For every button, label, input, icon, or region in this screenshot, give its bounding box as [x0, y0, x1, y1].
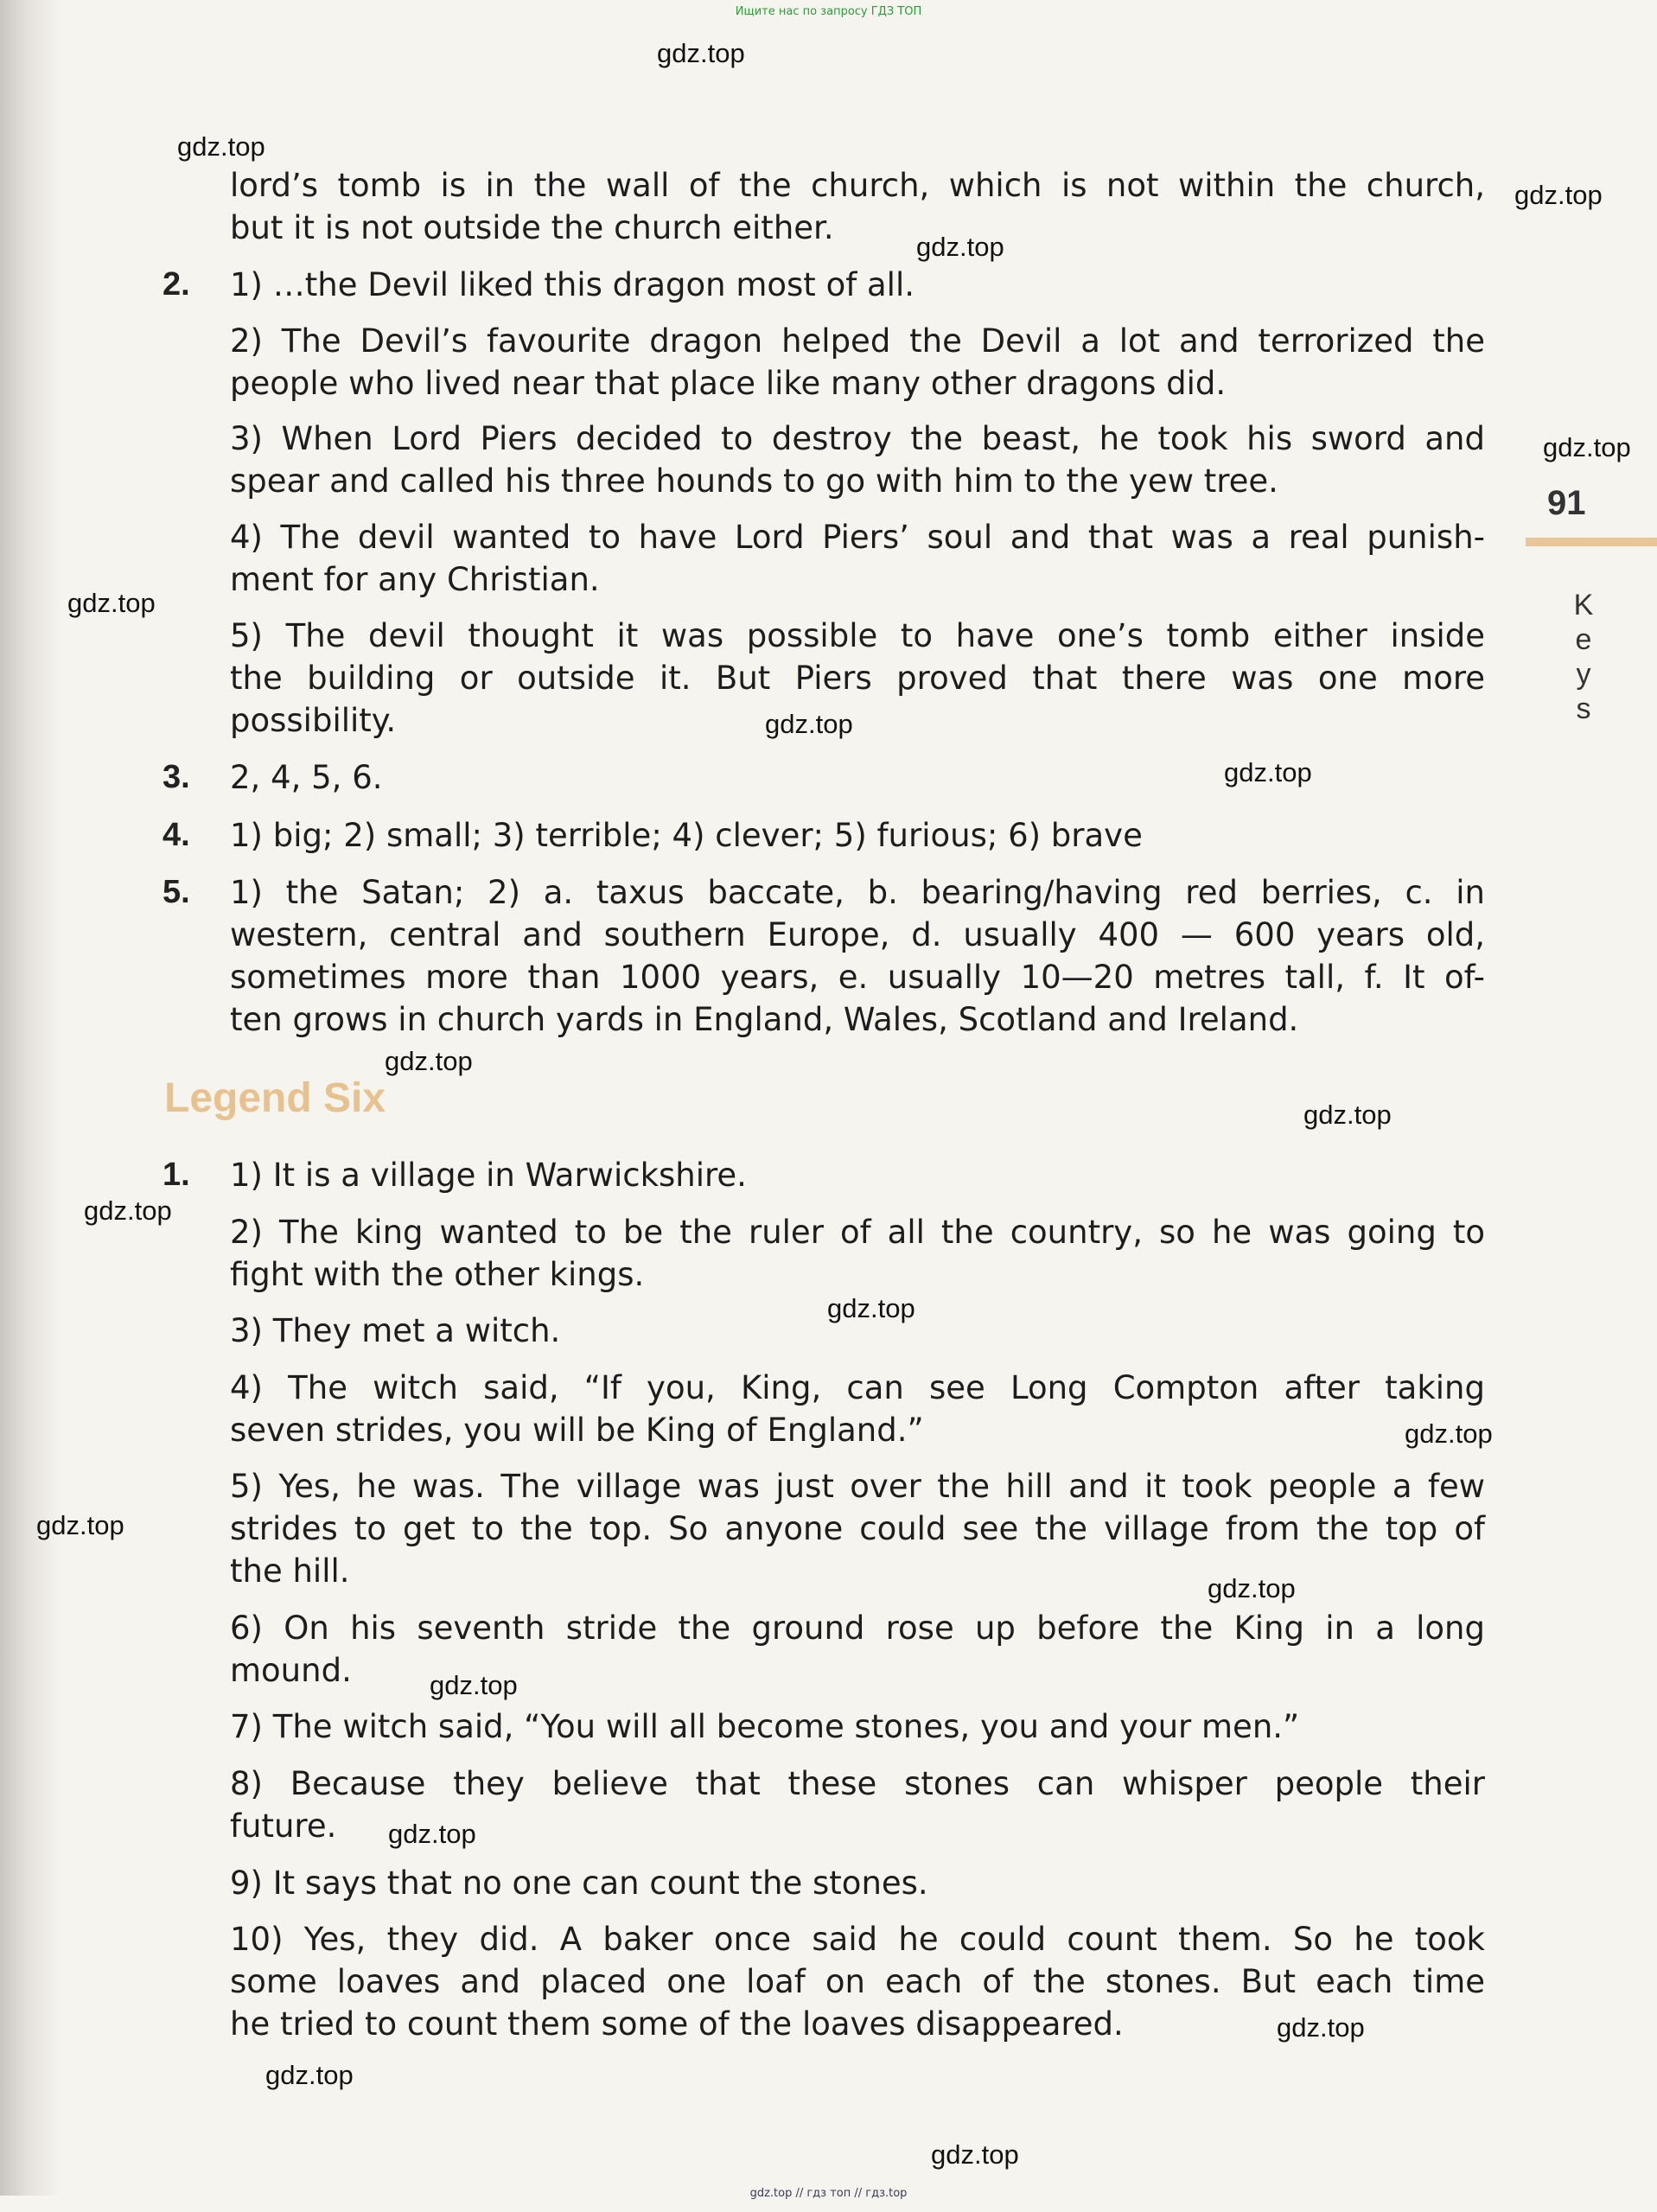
watermark: gdz.top	[1224, 757, 1312, 787]
side-label-keys	[1566, 588, 1601, 726]
text-line: ten grows in church yards in England, Wales, Scotland and Ireland.	[230, 1001, 1299, 1038]
watermark: gdz.top	[385, 1046, 473, 1076]
watermark: gdz.top	[265, 2060, 354, 2090]
text-line: seven strides, you will be King of England.”	[230, 1412, 924, 1449]
bottom-note: gdz.top // гдз топ // гдз.top	[749, 2187, 908, 2200]
text-line: sometimes more than 1000 years, e. usually 10—20 metres tall, f. It of-	[230, 959, 1485, 996]
text-line: possibility.	[230, 702, 397, 739]
top-note: Ищите нас по запросу ГДЗ ТОП	[735, 5, 922, 18]
exercise-number: 5.	[163, 874, 190, 910]
watermark: gdz.top	[657, 38, 745, 68]
text-line: spear and called his three hounds to go with him to the yew tree.	[230, 462, 1278, 500]
text-line: 1) …the Devil liked this dragon most of all.	[230, 266, 915, 303]
margin-tab-band	[1526, 538, 1657, 546]
text-line: ment for any Christian.	[230, 561, 600, 598]
side-label-letter: s	[1576, 692, 1591, 725]
text-line: 2) The Devil’s favourite dragon helped the Devil a lot and terrorized the	[230, 322, 1485, 360]
exercise-number: 2.	[163, 266, 190, 303]
watermark: gdz.top	[1303, 1100, 1392, 1130]
text-line: 7) The witch said, “You will all become stones, you and your men.”	[230, 1708, 1300, 1745]
exercise-number: 1.	[163, 1157, 190, 1193]
side-label-letter: e	[1575, 623, 1592, 656]
watermark: gdz.top	[36, 1510, 124, 1540]
text-line: 8) Because they believe that these stones can whisper people their	[230, 1765, 1485, 1802]
text-line: mound.	[230, 1652, 352, 1689]
exercise-number: 4.	[163, 817, 190, 853]
watermark: gdz.top	[67, 588, 156, 618]
text-line: 4) The witch said, “If you, King, can see Long Compton after taking	[230, 1369, 1485, 1406]
watermark: gdz.top	[1277, 2012, 1365, 2043]
watermark: gdz.top	[916, 232, 1004, 262]
text-line: strides to get to the top. So anyone could see the village from the top of	[230, 1510, 1485, 1547]
watermark: gdz.top	[1405, 1418, 1493, 1449]
exercise-number: 3.	[163, 759, 190, 795]
text-line: fight with the other kings.	[230, 1256, 645, 1293]
text-line: 1) It is a village in Warwickshire.	[230, 1157, 747, 1194]
watermark: gdz.top	[827, 1293, 915, 1323]
text-line: the hill.	[230, 1552, 350, 1590]
side-label-letter: K	[1573, 589, 1594, 622]
book-spine-shadow	[0, 0, 61, 2196]
text-line: but it is not outside the church either.	[230, 209, 834, 246]
text-line: 1) big; 2) small; 3) terrible; 4) clever; 5) furious; 6) brave	[230, 817, 1143, 854]
text-line: 6) On his seventh stride the ground rose up before the King in a long	[230, 1610, 1485, 1647]
text-line: 3) When Lord Piers decided to destroy the beast, he took his sword and	[230, 420, 1485, 457]
watermark: gdz.top	[1514, 180, 1603, 210]
text-line: 9) It says that no one can count the stones.	[230, 1865, 928, 1902]
page-number: 91	[1547, 484, 1586, 522]
text-line: people who lived near that place like many other dragons did.	[230, 365, 1227, 402]
text-line: 5) The devil thought it was possible to have one’s tomb either inside	[230, 617, 1485, 654]
text-line: western, central and southern Europe, d. usually 400 — 600 years old,	[230, 916, 1485, 953]
text-line: some loaves and placed one loaf on each of the stones. But each time	[230, 1963, 1485, 2000]
text-line: 1) the Satan; 2) a. taxus baccate, b. bearing/having red berries, c. in	[230, 874, 1485, 911]
watermark: gdz.top	[1208, 1573, 1296, 1603]
text-line: he tried to count them some of the loaves disappeared.	[230, 2005, 1124, 2043]
text-line: the building or outside it. But Piers proved that there was one more	[230, 660, 1485, 697]
text-line: 4) The devil wanted to have Lord Piers’ soul and that was a real punish-	[230, 519, 1485, 556]
side-label-letter: y	[1576, 658, 1591, 691]
text-line: 2) The king wanted to be the ruler of all the country, so he was going to	[230, 1214, 1485, 1251]
text-line: 3) They met a witch.	[230, 1312, 561, 1349]
text-line: future.	[230, 1807, 337, 1845]
watermark: gdz.top	[430, 1670, 518, 1700]
section-heading: Legend Six	[164, 1075, 386, 1121]
watermark: gdz.top	[931, 2139, 1019, 2170]
watermark: gdz.top	[765, 709, 853, 739]
watermark: gdz.top	[1543, 432, 1631, 462]
watermark: gdz.top	[388, 1819, 476, 1849]
text-line: 5) Yes, he was. The village was just over the hill and it took people a few	[230, 1468, 1485, 1505]
text-line: 10) Yes, they did. A baker once said he could count them. So he took	[230, 1921, 1485, 1958]
text-line: 2, 4, 5, 6.	[230, 759, 383, 796]
watermark: gdz.top	[84, 1195, 172, 1226]
text-line: lord’s tomb is in the wall of the church, which is not within the church,	[230, 167, 1485, 204]
watermark: gdz.top	[177, 131, 265, 162]
